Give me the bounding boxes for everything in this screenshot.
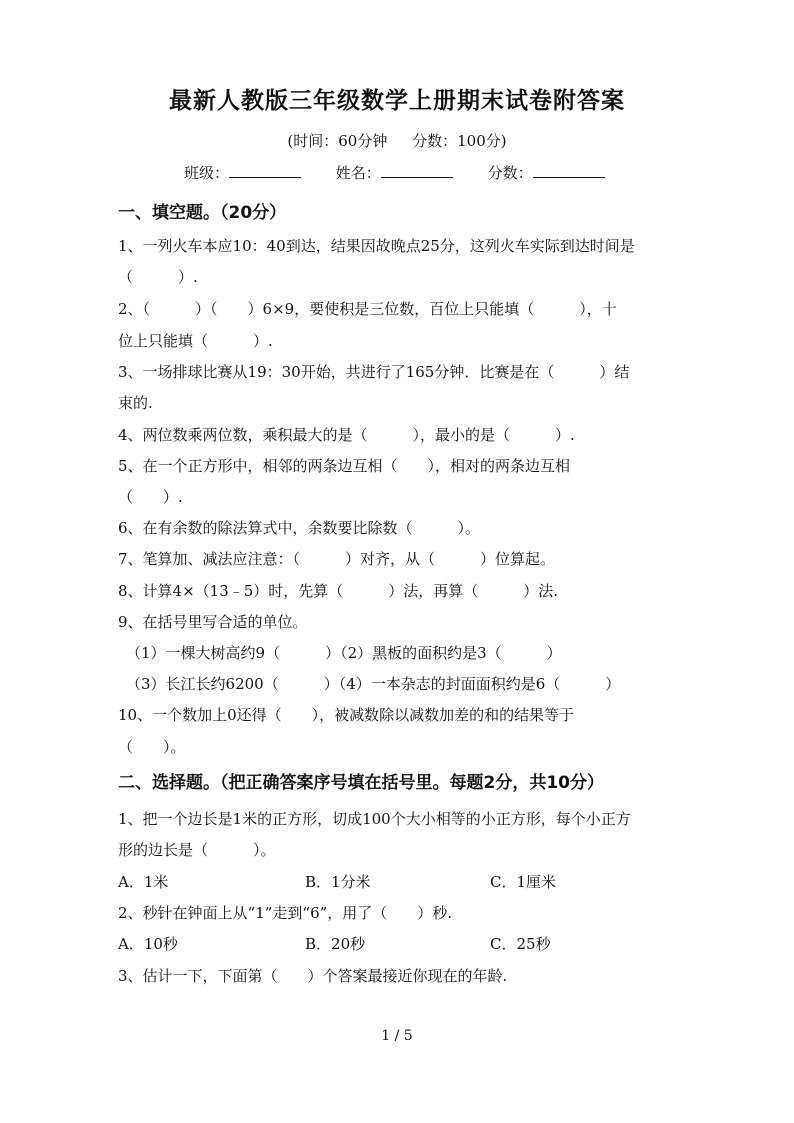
option-a[interactable]: A．1米 bbox=[118, 873, 169, 891]
question-line: （ ）. bbox=[118, 268, 198, 286]
question-line: （ ）. bbox=[118, 488, 183, 506]
name-label: 姓名： bbox=[335, 164, 381, 182]
option-a[interactable]: A．10秒 bbox=[118, 935, 178, 953]
score-label: 分数： bbox=[487, 164, 533, 182]
question-line: 4、两位数乘两位数，乘积最大的是（ ），最小的是（ ）. bbox=[118, 426, 575, 444]
question-line: 5、在一个正方形中，相邻的两条边互相（ ），相对的两条边互相 bbox=[118, 457, 571, 475]
question-line: （ ）。 bbox=[118, 738, 186, 756]
section1-heading: 一、填空题。（20分） bbox=[118, 203, 287, 223]
question-line: 1、把一个边长是1米的正方形，切成100个大小相等的小正方形，每个小正方 bbox=[118, 810, 631, 828]
page-title: 最新人教版三年级数学上册期末试卷附答案 bbox=[169, 88, 625, 114]
question-line: 6、在有余数的除法算式中，余数要比除数（ ）。 bbox=[118, 519, 481, 537]
exam-info bbox=[0, 130, 794, 151]
page-number: 1 / 5 bbox=[381, 1028, 413, 1044]
option-c[interactable]: C．25秒 bbox=[490, 935, 551, 953]
section2-heading: 二、选择题。（把正确答案序号填在括号里。每题2分，共10分） bbox=[118, 773, 604, 793]
score-info: 分数：100分) bbox=[412, 132, 507, 150]
class-blank[interactable] bbox=[229, 163, 301, 178]
time-info: (时间：60分钟 bbox=[287, 132, 388, 150]
score-blank[interactable] bbox=[533, 163, 605, 178]
question-line: （3）长江长约6200（ ）（4）一本杂志的封面面积约是6（ ） bbox=[126, 675, 621, 693]
question-line: 3、估计一下，下面第（ ）个答案最接近你现在的年龄. bbox=[118, 967, 508, 985]
score-field bbox=[488, 162, 605, 183]
question-line: 束的. bbox=[118, 394, 153, 412]
question-line: 1、一列火车本应10：40到达，结果因故晚点25分，这列火车实际到达时间是 bbox=[118, 237, 635, 255]
question-line: 7、笔算加、减法应注意：（ ）对齐，从（ ）位算起。 bbox=[118, 550, 556, 568]
name-blank[interactable] bbox=[381, 163, 453, 178]
question-line: 形的边长是（ ）。 bbox=[118, 841, 276, 859]
option-b[interactable]: B．1分米 bbox=[305, 873, 371, 891]
class-field bbox=[184, 162, 301, 183]
student-fields bbox=[184, 162, 635, 183]
option-b[interactable]: B．20秒 bbox=[305, 935, 366, 953]
name-field bbox=[336, 162, 453, 183]
question-line: 9、在括号里写合适的单位。 bbox=[118, 613, 308, 631]
question-line: 3、一场排球比赛从19：30开始，共进行了165分钟．比赛是在（ ）结 bbox=[118, 363, 630, 381]
question-line: 2、秒针在钟面上从“1”走到“6”，用了（ ）秒. bbox=[118, 904, 453, 922]
class-label: 班级： bbox=[184, 164, 230, 182]
question-line: （1）一棵大树高约9（ ）（2）黑板的面积约是3（ ） bbox=[126, 644, 562, 662]
question-line: 2、（ ）（ ）6×9，要使积是三位数，百位上只能填（ ），十 bbox=[118, 300, 617, 318]
question-line: 位上只能填（ ）. bbox=[118, 332, 273, 350]
question-line: 8、计算4×（13﹣5）时，先算（ ）法，再算（ ）法. bbox=[118, 582, 559, 600]
option-c[interactable]: C．1厘米 bbox=[490, 873, 557, 891]
question-line: 10、一个数加上0还得（ ），被减数除以减数加差的和的结果等于 bbox=[118, 706, 575, 724]
